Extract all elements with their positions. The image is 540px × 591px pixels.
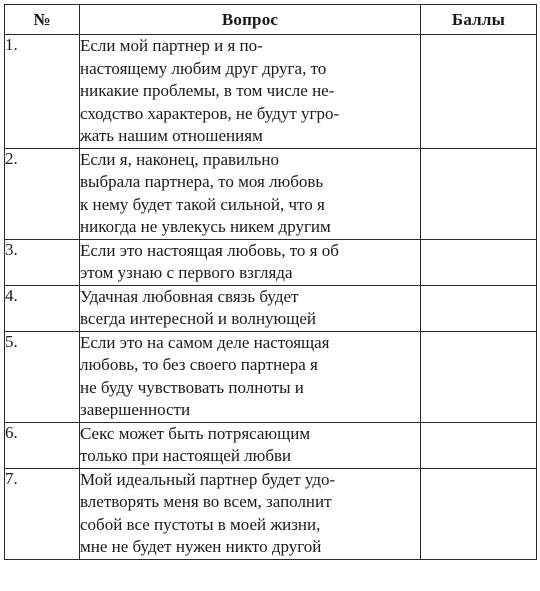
question-line: Если мой партнер и я по- [80,36,263,55]
score-cell[interactable] [421,148,537,239]
row-question [80,148,421,239]
score-cell[interactable] [421,285,537,331]
row-question [80,422,421,468]
question-line: выбрала партнера, то моя любовь [80,172,324,191]
question-line: жать нашим отношениям [80,126,263,145]
row-number: 6. [5,422,80,468]
header-row [5,5,537,35]
question-line: не буду чувствовать полноты и [80,377,304,397]
question-line: Удачная любовная связь будет [80,286,299,306]
question-line: настоящему любим друг друга, то [80,58,327,78]
score-cell[interactable] [421,422,537,468]
question-line: влетворять меня во всем, заполнит [80,492,332,511]
question-line: мне не будет нужен никто другой [80,537,322,556]
question-line: сходство характеров, не будут угро- [80,103,340,123]
questionnaire-table [4,4,537,560]
question-line: завершенности [80,400,191,419]
table-header [5,5,537,35]
row-question [80,468,421,559]
table-row [5,35,537,149]
table-row [5,285,537,331]
row-number: 1. [5,35,80,149]
question-line: Если это настоящая любовь, то я об [80,240,339,260]
question-line: только при настоящей любви [80,446,292,465]
score-cell[interactable] [421,468,537,559]
table-row [5,422,537,468]
table-row [5,331,537,422]
row-number: 5. [5,331,80,422]
question-line: этом узнаю с первого взгляда [80,263,293,282]
table-body [5,35,537,560]
row-number: 4. [5,285,80,331]
table-row [5,148,537,239]
header-number: № [5,5,80,35]
question-line: собой все пустоты в моей жизни, [80,514,321,534]
score-cell[interactable] [421,239,537,285]
table-row [5,239,537,285]
row-question [80,239,421,285]
table-row [5,468,537,559]
question-line: к нему будет такой сильной, что я [80,194,325,214]
row-number: 2. [5,148,80,239]
question-line: никакие проблемы, в том числе не- [80,81,335,100]
score-cell[interactable] [421,331,537,422]
header-score: Баллы [421,5,537,35]
question-line: Если я, наконец, правильно [80,149,279,169]
question-line: всегда интересной и волнующей [80,309,316,328]
question-line: любовь, то без своего партнера я [80,355,318,374]
question-line: Мой идеальный партнер будет удо- [80,469,336,489]
question-line: никогда не увлекусь никем другим [80,217,331,236]
header-question: Вопрос [80,5,421,35]
question-line: Если это на самом деле настоящая [80,332,330,352]
score-cell[interactable] [421,35,537,149]
row-question [80,331,421,422]
row-question [80,35,421,149]
row-number: 7. [5,468,80,559]
row-number: 3. [5,239,80,285]
row-question [80,285,421,331]
question-line: Секс может быть потрясающим [80,423,311,443]
